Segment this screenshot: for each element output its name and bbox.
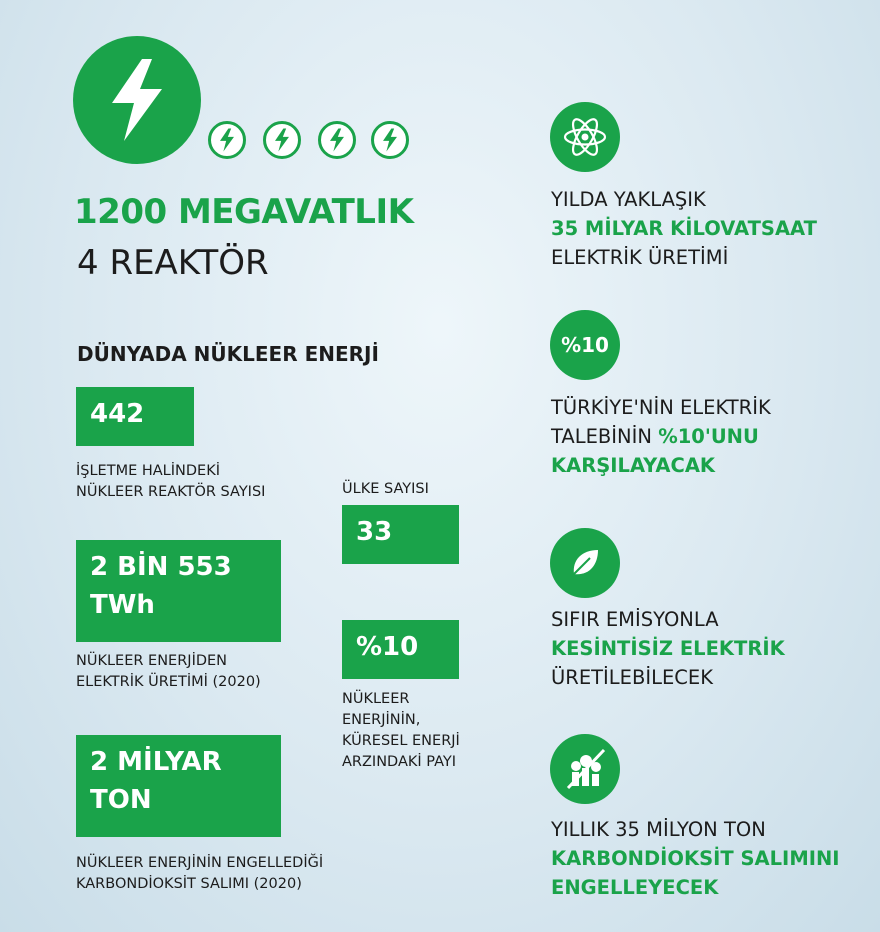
stat-value-line: 2 BİN 553: [90, 552, 232, 582]
section-title: DÜNYADA NÜKLEER ENERJİ: [77, 342, 379, 366]
benefit-line: [551, 422, 771, 451]
stat-value: 442: [90, 399, 145, 429]
benefit-icon-leaf: [550, 528, 620, 598]
reactor-icon-1: [208, 121, 246, 159]
benefit-line-highlight: KARŞILAYACAK: [551, 454, 716, 477]
main-lightning-badge: [73, 36, 201, 164]
caption-line: ENERJİNİN,: [342, 712, 421, 728]
stat-box-share: [342, 620, 459, 679]
stat-box-co2: [76, 735, 281, 837]
country-count-label: ÜLKE SAYISI: [342, 481, 429, 497]
leaf-icon: [566, 544, 604, 582]
stat-box-reactors: [76, 387, 194, 446]
benefit-line-part: TALEBİNİN: [551, 425, 659, 448]
lightning-bolt-icon: [381, 128, 399, 152]
benefit-text-emission: [551, 605, 785, 692]
lightning-bolt-icon: [218, 128, 236, 152]
caption-line: NÜKLEER ENERJİNİN ENGELLEDİĞİ: [76, 855, 324, 871]
stat-box-electricity: [76, 540, 281, 642]
benefit-text-co2: [551, 815, 840, 902]
benefit-line-highlight: 35 MİLYAR KİLOVATSAAT: [551, 217, 817, 240]
benefit-text-production: [551, 185, 817, 272]
benefit-line: TÜRKİYE'NİN ELEKTRİK: [551, 396, 771, 419]
benefit-text-demand: [551, 393, 771, 480]
benefit-line: ELEKTRİK ÜRETİMİ: [551, 246, 729, 269]
benefit-icon-atom: [550, 102, 620, 172]
benefit-line-highlight: KESİNTİSİZ ELEKTRİK: [551, 637, 785, 660]
stat-box-countries: [342, 505, 459, 564]
benefit-icon-percent: [550, 310, 620, 380]
caption-line: KÜRESEL ENERJİ: [342, 733, 460, 749]
no-emission-icon: [560, 744, 610, 794]
benefit-line: ÜRETİLEBİLECEK: [551, 666, 714, 689]
lightning-bolt-icon: [106, 57, 168, 143]
lightning-bolt-icon: [273, 128, 291, 152]
capacity-headline: 1200 MEGAVATLIK: [74, 192, 414, 232]
percent-icon-label: %10: [561, 333, 609, 357]
benefit-line: YILDA YAKLAŞIK: [551, 188, 706, 211]
stat-value: 33: [356, 517, 393, 547]
stat-caption-electricity: [76, 651, 261, 693]
stat-caption-share: [342, 689, 460, 773]
reactor-icon-4: [371, 121, 409, 159]
reactor-icon-2: [263, 121, 301, 159]
benefit-line: YILLIK 35 MİLYON TON: [551, 818, 766, 841]
stat-value: %10: [356, 632, 419, 662]
caption-line: NÜKLEER ENERJİDEN: [76, 653, 228, 669]
caption-line: KARBONDİOKSİT SALIMI (2020): [76, 876, 302, 892]
atom-icon: [562, 114, 608, 160]
stat-value-line: TWh: [90, 590, 155, 620]
stat-caption-co2: [76, 853, 323, 895]
caption-line: İŞLETME HALİNDEKİ: [76, 463, 220, 479]
stat-caption-reactors: [76, 461, 265, 503]
caption-line: NÜKLEER REAKTÖR SAYISI: [76, 484, 266, 500]
benefit-line: SIFIR EMİSYONLA: [551, 608, 719, 631]
stat-value-line: 2 MİLYAR: [90, 747, 222, 777]
caption-line: NÜKLEER: [342, 691, 410, 707]
benefit-line-highlight: KARBONDİOKSİT SALIMINI: [551, 847, 840, 870]
caption-line: ARZINDAKİ PAYI: [342, 754, 457, 770]
caption-line: ELEKTRİK ÜRETİMİ (2020): [76, 674, 261, 690]
lightning-bolt-icon: [328, 128, 346, 152]
stat-value-line: TON: [90, 785, 152, 815]
benefit-icon-no-emission: [550, 734, 620, 804]
reactor-icon-3: [318, 121, 356, 159]
reactor-count-subheadline: 4 REAKTÖR: [77, 243, 269, 283]
benefit-line-highlight: %10'UNU: [658, 425, 759, 448]
benefit-line-highlight: ENGELLEYECEK: [551, 876, 719, 899]
